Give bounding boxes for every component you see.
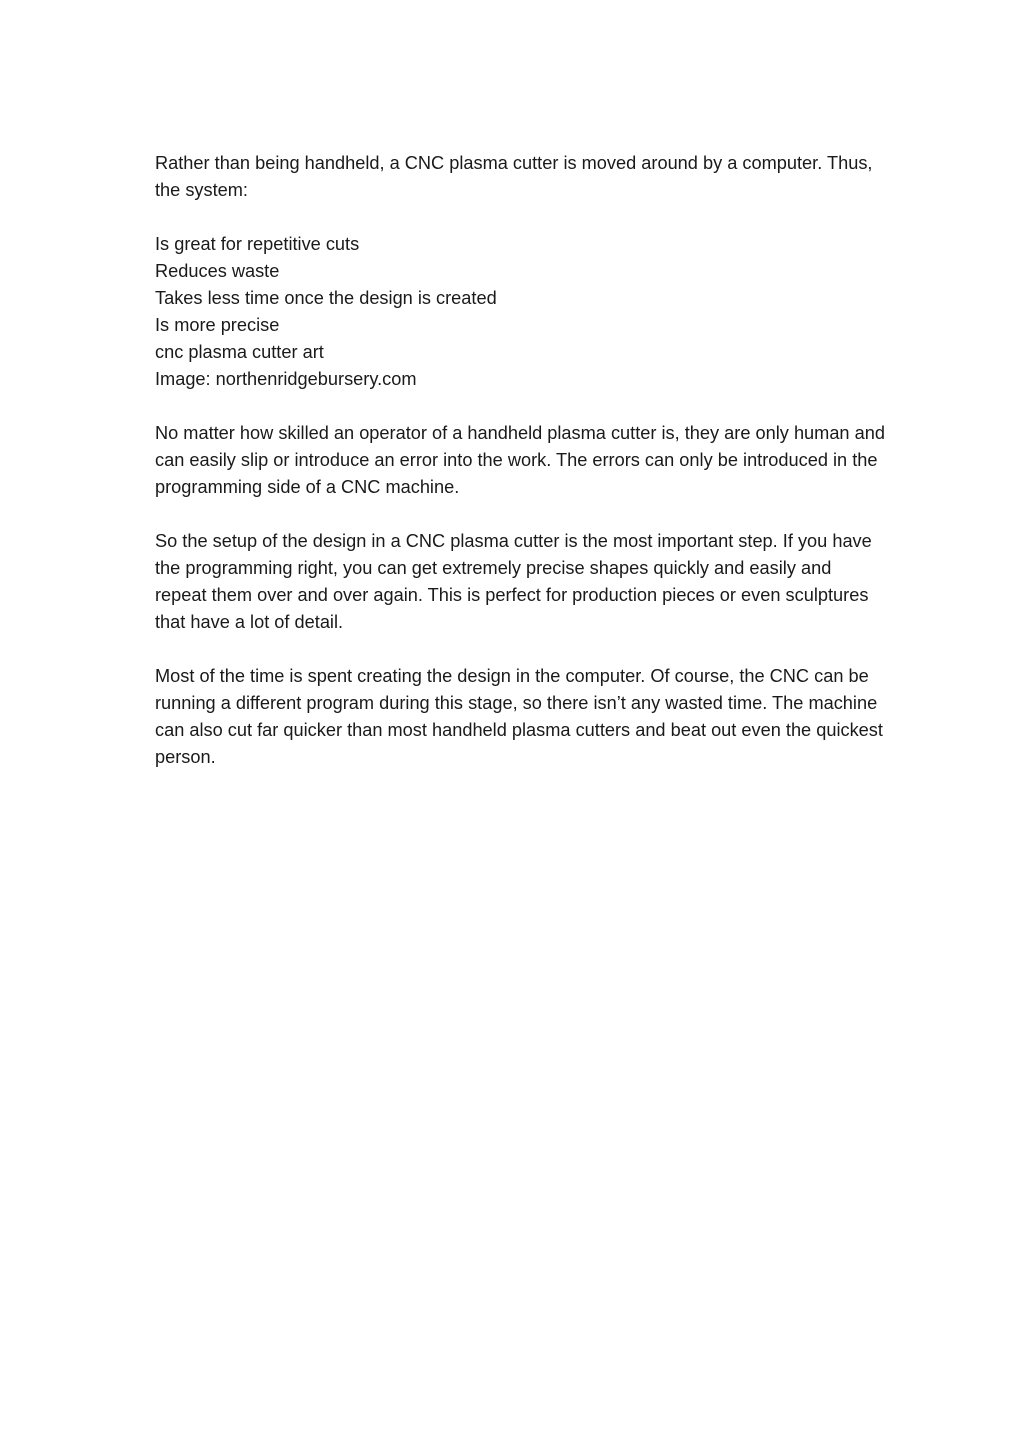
list-item: Is great for repetitive cuts <box>155 234 360 254</box>
paragraph-line: So the setup of the design in a CNC plasma cutter is the most important step. If you <box>155 531 828 551</box>
paragraph-spacer <box>155 501 885 528</box>
paragraph-line: sculptures that have a lot of detail. <box>155 585 869 632</box>
paragraph-spacer <box>155 204 885 231</box>
list-item: cnc plasma cutter art <box>155 342 324 362</box>
paragraph-line: have the programming right, you can get extremely precise shapes quickly and easily <box>155 531 872 578</box>
list-item: Reduces waste <box>155 261 280 281</box>
intro-line: Thus, the system: <box>155 153 873 200</box>
paragraph-line: and repeat them over and over again. This is perfect for production pieces or even <box>155 558 832 605</box>
intro-paragraph <box>155 150 885 204</box>
body-paragraph-2 <box>155 528 885 636</box>
image-credit: Image: northenridgebursery.com <box>155 369 417 389</box>
paragraph-line: The machine can also cut far quicker than most handheld plasma cutters and beat <box>155 693 878 740</box>
paragraph-line: No matter how skilled an operator of a handheld plasma cutter is, they are only <box>155 423 789 443</box>
paragraph-spacer <box>155 393 885 420</box>
document-body <box>155 150 885 771</box>
list-item: Takes less time once the design is created <box>155 288 497 308</box>
feature-list <box>155 231 885 393</box>
body-paragraph-3 <box>155 663 885 771</box>
body-paragraph-1 <box>155 420 885 501</box>
paragraph-line: introduced in the programming side of a CNC machine. <box>155 450 878 497</box>
paragraph-line: human and can easily slip or introduce an error into the work. The errors can only be <box>155 423 885 470</box>
paragraph-line: can be running a different program during this stage, so there isn’t any wasted time. <box>155 666 869 713</box>
paragraph-line: Most of the time is spent creating the design in the computer. Of course, the CNC <box>155 666 810 686</box>
list-item: Is more precise <box>155 315 280 335</box>
paragraph-line: out even the quickest person. <box>155 720 883 767</box>
intro-line: Rather than being handheld, a CNC plasma cutter is moved around by a computer. <box>155 153 823 173</box>
paragraph-spacer <box>155 636 885 663</box>
